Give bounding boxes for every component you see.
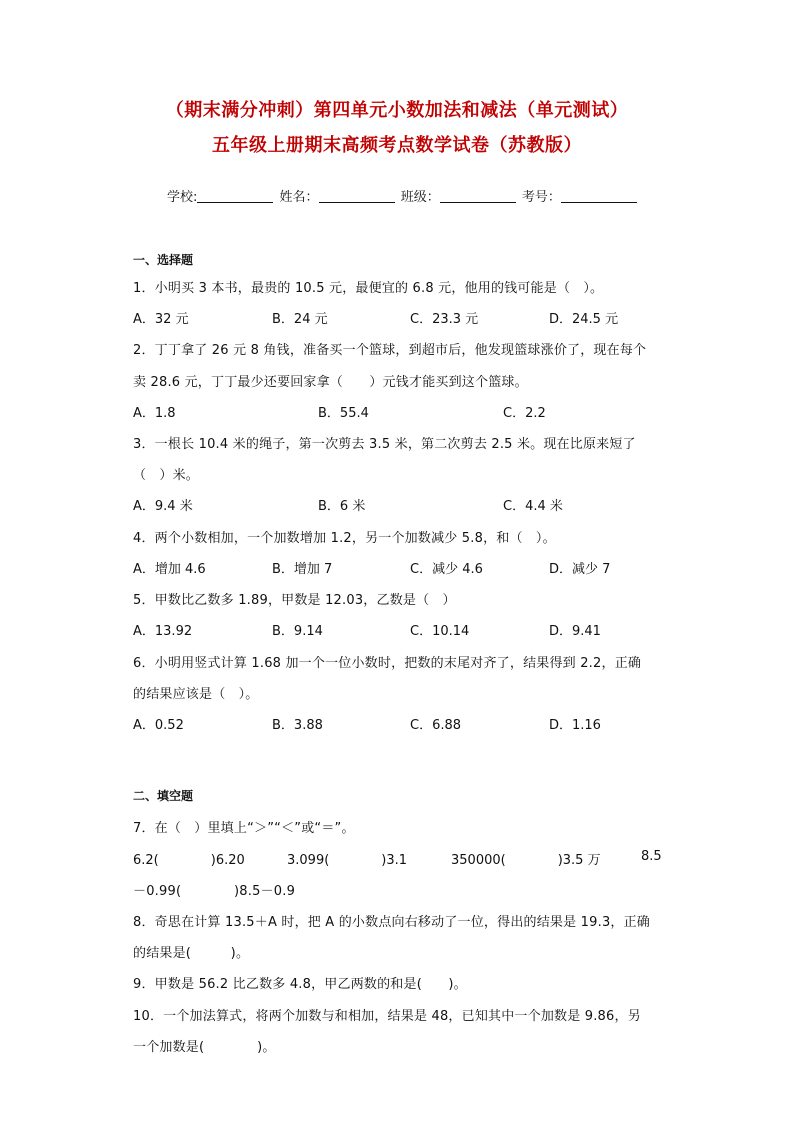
q2-option-b[interactable]: B．55.4 — [318, 406, 369, 421]
page-subtitle: 五年级上册期末高频考点数学试卷（苏教版） — [212, 135, 582, 156]
q4-option-b[interactable]: B．增加 7 — [272, 562, 333, 577]
question-10-line2[interactable]: 一个加数是( )。 — [133, 1040, 276, 1055]
q4-option-c[interactable]: C．减少 4.6 — [410, 562, 483, 577]
question-1: 1．小明买 3 本书，最贵的 10.5 元，最便宜的 6.8 元，他用的钱可能是（ ）。 — [133, 281, 604, 296]
question-4: 4．两个小数相加，一个加数增加 1.2，另一个加数减少 5.8，和（ ）。 — [133, 531, 556, 546]
class-label: 班级： — [400, 190, 440, 205]
question-10-line1: 10．一个加法算式，将两个加数与和相加，结果是 48，已知其中一个加数是 9.86，另 — [133, 1009, 641, 1024]
class-blank[interactable] — [440, 190, 516, 203]
q1-option-a[interactable]: A．32 元 — [133, 312, 189, 327]
q7-item-2[interactable]: 3.099( )3.1 — [287, 853, 408, 868]
name-blank[interactable] — [319, 190, 395, 203]
q4-option-a[interactable]: A．增加 4.6 — [133, 562, 206, 577]
q7-item-4-start: 8.5 — [641, 849, 662, 864]
q3-option-a[interactable]: A．9.4 米 — [133, 499, 193, 514]
q3-option-c[interactable]: C．4.4 米 — [503, 499, 563, 514]
q7-item-3[interactable]: 350000( )3.5 万 — [451, 853, 601, 868]
question-8-line1: 8．奇思在计算 13.5＋A 时，把 A 的小数点向右移动了一位，得出的结果是 19.3，正确 — [133, 915, 651, 930]
section-heading-fill: 二、填空题 — [133, 789, 194, 803]
q1-option-d[interactable]: D．24.5 元 — [549, 312, 619, 327]
question-6-line2: 的结果应该是（ ）。 — [133, 687, 259, 702]
question-8-line2[interactable]: 的结果是( )。 — [133, 946, 250, 961]
question-6-line1: 6．小明用竖式计算 1.68 加一个一位小数时，把数的末尾对齐了，结果得到 2.2，正确 — [133, 656, 642, 671]
page-title: （期末满分冲刺）第四单元小数加法和减法（单元测试） — [165, 100, 629, 121]
q6-option-c[interactable]: C．6.88 — [410, 718, 462, 733]
q6-option-b[interactable]: B．3.88 — [272, 718, 323, 733]
q2-option-c[interactable]: C．2.2 — [503, 406, 546, 421]
question-2-line1: 2．丁丁拿了 26 元 8 角钱，准备买一个篮球，到超市后，他发现篮球涨价了，现在每个 — [133, 343, 647, 358]
q7-item-4-end[interactable]: －0.99( )8.5－0.9 — [133, 884, 296, 899]
number-label: 考号： — [521, 190, 561, 205]
question-3-line2: （ ）米。 — [133, 468, 200, 483]
q1-option-c[interactable]: C．23.3 元 — [410, 312, 479, 327]
number-blank[interactable] — [561, 190, 637, 203]
q5-option-b[interactable]: B．9.14 — [272, 624, 323, 639]
school-blank[interactable] — [197, 190, 273, 203]
question-2-line2: 卖 28.6 元，丁丁最少还要回家拿（ ）元钱才能买到这个篮球。 — [133, 375, 528, 390]
name-label: 姓名： — [279, 190, 319, 205]
question-7: 7．在（ ）里填上“＞”“＜”或“＝”。 — [133, 821, 355, 836]
q1-option-b[interactable]: B．24 元 — [272, 312, 328, 327]
q2-option-a[interactable]: A．1.8 — [133, 406, 176, 421]
q5-option-d[interactable]: D．9.41 — [549, 624, 601, 639]
q6-option-a[interactable]: A．0.52 — [133, 718, 184, 733]
q4-option-d[interactable]: D．减少 7 — [549, 562, 611, 577]
section-heading-choice: 一、选择题 — [133, 253, 194, 267]
question-5: 5．甲数比乙数多 1.89，甲数是 12.03，乙数是（ ） — [133, 593, 456, 608]
q6-option-d[interactable]: D．1.16 — [549, 718, 601, 733]
q7-item-1[interactable]: 6.2( )6.20 — [133, 853, 245, 868]
q5-option-c[interactable]: C．10.14 — [410, 624, 470, 639]
student-info-row — [167, 186, 639, 205]
question-9[interactable]: 9．甲数是 56.2 比乙数多 4.8，甲乙两数的和是( )。 — [133, 977, 467, 992]
question-3-line1: 3．一根长 10.4 米的绳子，第一次剪去 3.5 米，第二次剪去 2.5 米。现在比原来短了 — [133, 437, 636, 452]
q5-option-a[interactable]: A．13.92 — [133, 624, 193, 639]
school-label: 学校: — [167, 190, 198, 205]
q3-option-b[interactable]: B．6 米 — [318, 499, 366, 514]
